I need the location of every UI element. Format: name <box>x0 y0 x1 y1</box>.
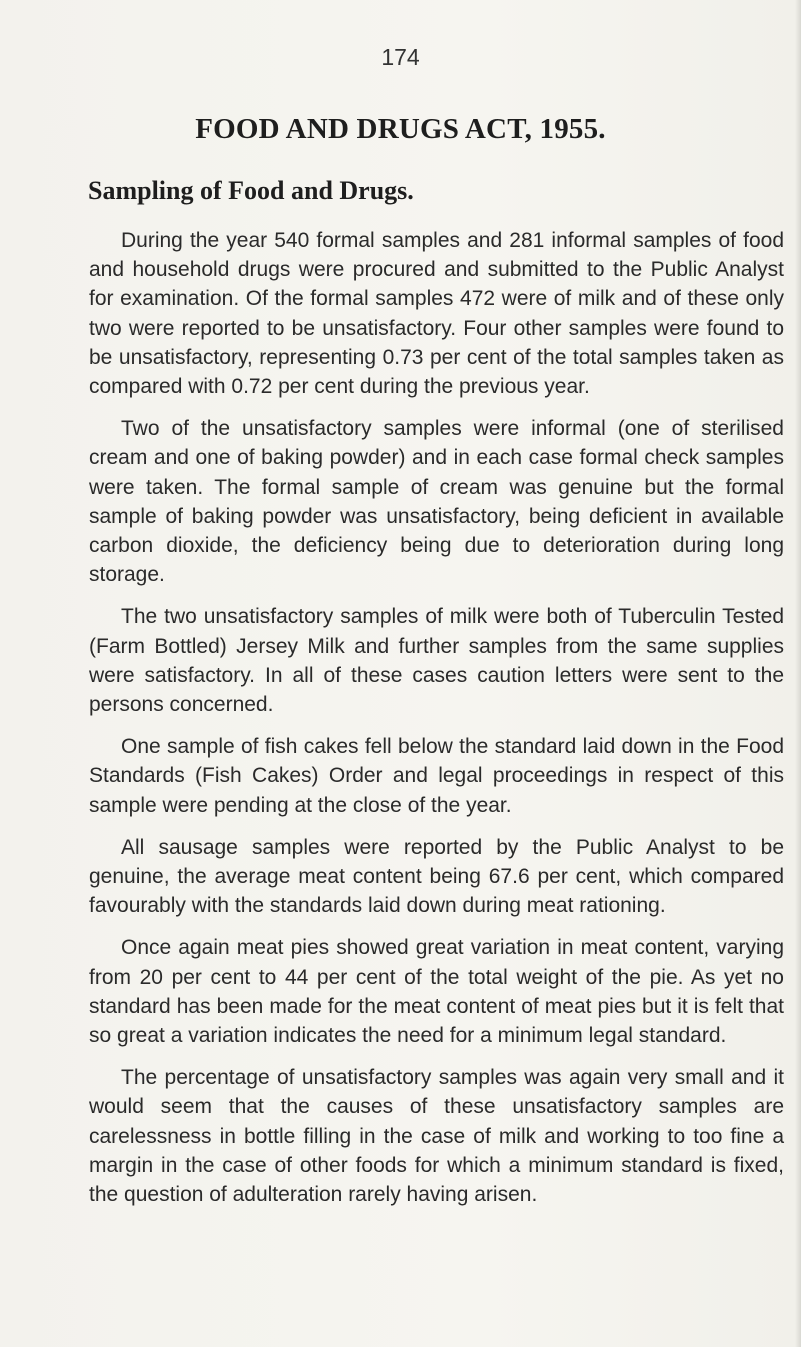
paragraph: All sausage samples were reported by the Public Analyst to be genuine, the average meat content being 67.6 per cent, which compared favourably with the standards laid down during meat rationing. <box>89 835 784 918</box>
paragraph: The percentage of unsatisfactory samples was again very small and it would seem that the causes of these unsatisfactory samples are carelessness in bottle filling in the case of milk and working to too fine a margin in the case of other foods for which a minimum standard is fixed, the question of adulteration rarely having arisen. <box>89 1066 784 1207</box>
section-heading: Sampling of Food and Drugs. <box>88 176 414 205</box>
paragraph: Two of the unsatisfactory samples were informal (one of sterilised cream and one of baking powder) and in each case formal check samples were taken. The formal sample of cream was genuine but the formal sample of baking powder was unsatisfactory, being deficient in available carbon dioxide, the deficiency being due to deterioration during long storage. <box>89 417 784 587</box>
page-edge-shadow <box>795 0 801 1347</box>
page-title: FOOD AND DRUGS ACT, 1955. <box>195 113 606 145</box>
paragraph: Once again meat pies showed great variation in meat content, varying from 20 per cent to 44 per cent of the total weight of the pie. As yet no standard has been made for the meat content of meat pies but it is felt that so great a variation indicates the need for a minimum legal standard. <box>89 936 784 1048</box>
body-text <box>89 226 784 1222</box>
paragraph: The two unsatisfactory samples of milk were both of Tuberculin Tested (Farm Bottled) Jersey Milk and further samples from the same supplies were satisfactory. In all of these cases caution letters were sent to the persons concerned. <box>89 605 784 717</box>
paragraph: One sample of fish cakes fell below the standard laid down in the Food Standards (Fish Cakes) Order and legal proceedings in respect of this sample were pending at the close of the year. <box>89 735 784 817</box>
page-number: 174 <box>381 44 420 70</box>
paragraph: During the year 540 formal samples and 281 informal samples of food and household drugs were procured and submitted to the Public Analyst for examination. Of the formal samples 472 were of milk and of these only two were reported to be unsatisfactory. Four other samples were found to be unsatisfactory, representing 0.73 per cent of the total samples taken as compared with 0.72 per cent during the previous year. <box>89 229 784 399</box>
